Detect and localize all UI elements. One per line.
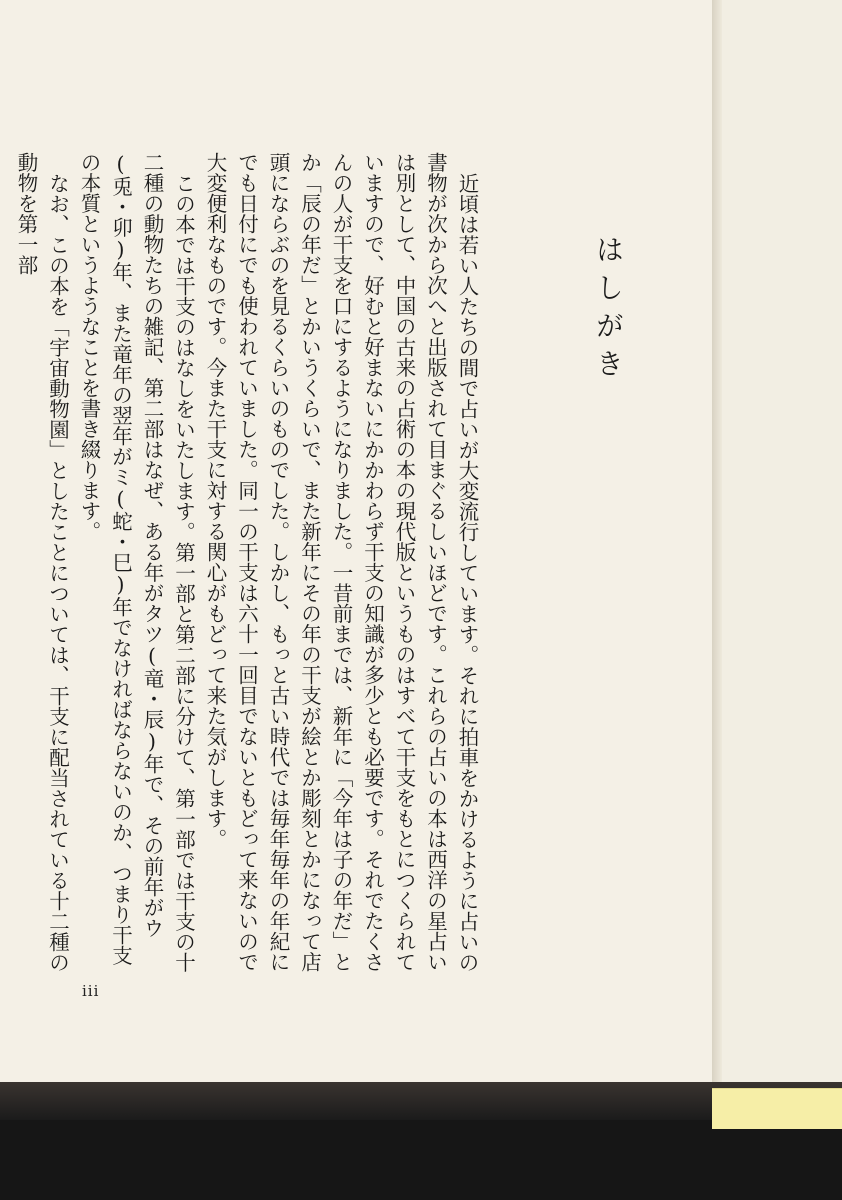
paragraph-1: 近頃は若い人たちの間で占いが大変流行しています。それに拍車をかけるように占いの書物が次から次へと出版されて目まぐるしいほどです。これらの占いの本は西洋の星占いは別として、中国の古来の占術の本の現代版というものはすべて干支をもとにつくられていますので、好むと好まないにかかわらず干支の知識が多少とも必要です。それでたくさんの人が干支を口にするようになりました。一昔前までは、新年に「今年は子の年だ」とか「辰の年だ」とかいうくらいで、また新年にその年の干支が絵とか彫刻とかになって店頭にならぶのを見るくらいのものでした。しかし、もっと古い時代では毎年毎年の年紀にでも日付にでも使われていました。同一の干支は六十一回目でないともどって来ないので大変便利なものです。今また干支に対する関心がもどって来た気がします。 — [203, 152, 479, 972]
page-title: はしがき — [592, 235, 625, 387]
page-number: iii — [82, 982, 100, 1000]
paragraph-3: なお、この本を「宇宙動物園」としたことについては、干支に配当されている十二種の動物を第一部 — [14, 152, 70, 972]
paragraph-2: この本では干支のはなしをいたします。第一部と第二部に分けて、第一部では干支の十二種の動物たちの雑記、第二部はなぜ、ある年がタツ(竜・辰)年で、その前年がウ(兎・卯)年、また竜年の翌年がミ(蛇・巳)年でなければならないのか、つまり干支の本質というようなことを書き綴ります。 — [77, 152, 196, 972]
right-page — [722, 0, 842, 1082]
sticky-note — [712, 1088, 842, 1129]
body-text — [14, 152, 482, 982]
book-gutter — [712, 0, 722, 1082]
